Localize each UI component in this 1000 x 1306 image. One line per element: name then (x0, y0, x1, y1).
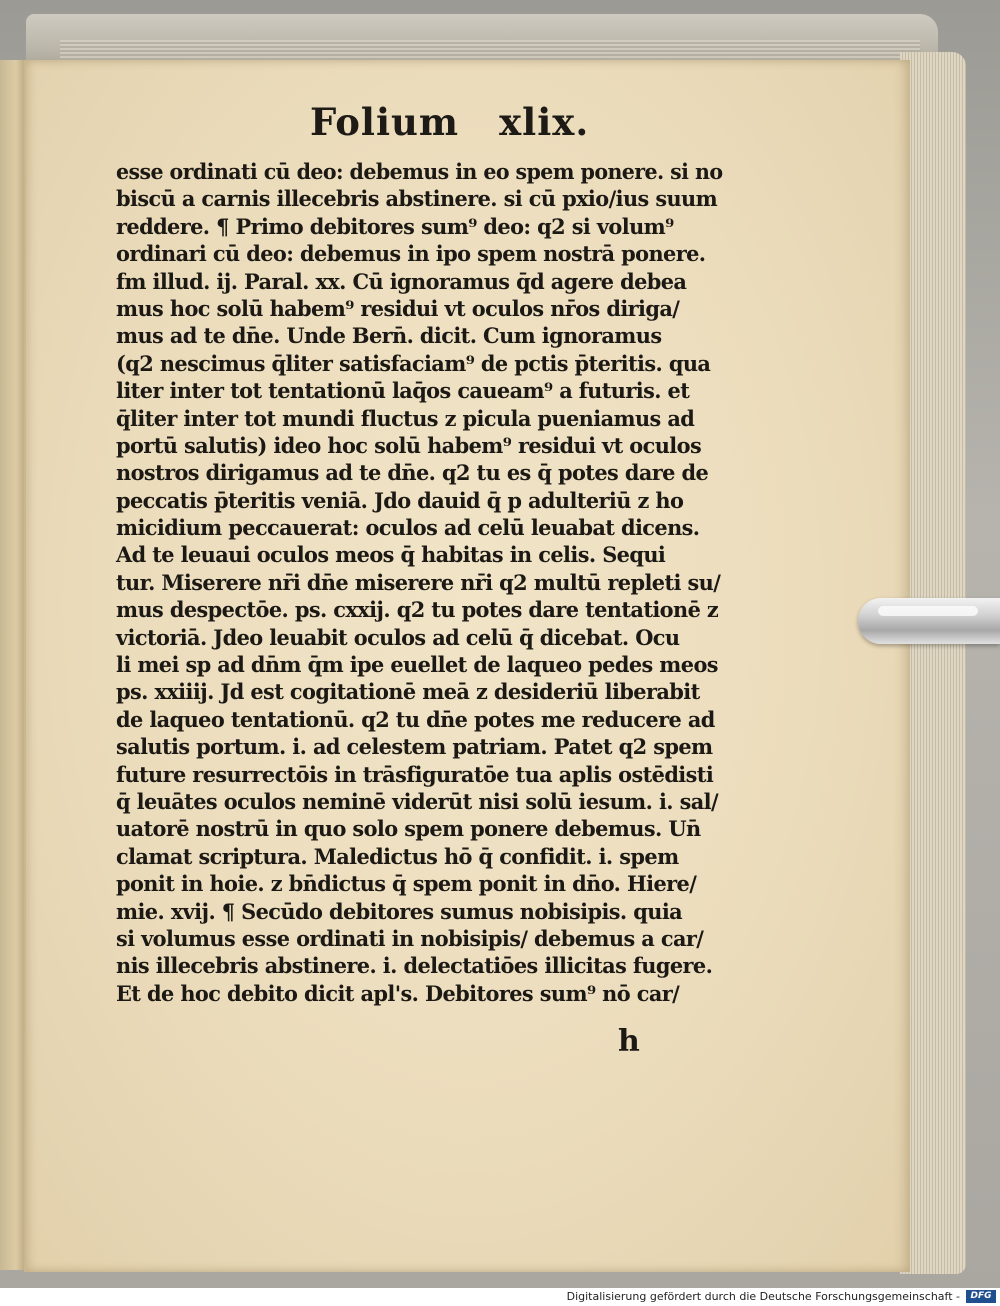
text-line: Et de hoc debito dicit apl's. Debitores sum⁹ nō car/ (116, 980, 680, 1006)
folio-number: xlix. (499, 100, 590, 144)
text-line: fm illud. ij. Paral. xx. Cū ignoramus q̄d agere debea (116, 268, 687, 294)
text-line: (q2 nescimus q̄liter satisfaciam⁹ de pctis p̄teritis. qua (116, 350, 711, 376)
text-line: salutis portum. i. ad celestem patriam. Patet q2 spem (116, 734, 713, 760)
text-line: tur. Miserere nr̄i dn̄e miserere nr̄i q2 multū repleti su/ (116, 569, 721, 595)
text-line: biscū a carnis illecebris abstinere. si cū pxio/ius suum (116, 186, 718, 212)
text-line: q̄ leuātes oculos neminē viderūt nisi solū iesum. i. sal/ (116, 788, 719, 814)
text-line: q̄liter inter tot mundi fluctus z picula pueniamus ad (116, 405, 695, 431)
page-clip (858, 592, 1000, 650)
text-line: reddere. ¶ Primo debitores sum⁹ deo: q2 si volum⁹ (116, 213, 674, 239)
text-line: victoriā. Jdeo leuabit oculos ad celū q̄ dicebat. Ocu (116, 624, 680, 650)
text-line: si volumus esse ordinati in nobisipis/ debemus a car/ (116, 925, 704, 951)
text-line: liter inter tot tentationū laq̄os caueam⁹ a futuris. et (116, 378, 690, 404)
text-line: mus ad te dn̄e. Unde Bern̄. dicit. Cum ignoramus (116, 323, 662, 349)
text-line: mie. xvij. ¶ Secūdo debitores sumus nobisipis. quia (116, 898, 683, 924)
dfg-logo: DFG (966, 1290, 996, 1303)
page-text-block (116, 158, 726, 1007)
text-line: ps. xxiiij. Jd est cogitationē meā z desideriū liberabit (116, 679, 700, 705)
folio-heading (310, 100, 610, 150)
folio-word: Folium (310, 100, 460, 144)
text-line: nis illecebris abstinere. i. delectatiōes illicitas fugere. (116, 953, 713, 979)
text-line: Ad te leuaui oculos meos q̄ habitas in celis. Sequi (116, 542, 666, 568)
text-line: ordinari cū deo: debemus in ipo spem nostrā ponere. (116, 241, 706, 267)
text-line: clamat scriptura. Maledictus hō q̄ confidit. i. spem (116, 843, 679, 869)
facing-page-edge (0, 60, 27, 1270)
text-line: peccatis p̄teritis veniā. Jdo dauid q̄ p adulteriū z ho (116, 487, 684, 513)
footer-bar (0, 1288, 1000, 1306)
clip-highlight (878, 606, 978, 616)
footer-credit: Digitalisierung gefördert durch die Deutsche Forschungsgemeinschaft - (566, 1290, 960, 1303)
text-line: li mei sp ad dn̄m q̄m ipe euellet de laqueo pedes meos (116, 652, 718, 678)
text-line: uatorē nostrū in quo solo spem ponere debemus. Un̄ (116, 816, 701, 842)
clip-body (858, 598, 1000, 644)
text-line: ponit in hoie. z bn̄dictus q̄ spem ponit in dn̄o. Hiere/ (116, 871, 697, 897)
text-line: esse ordinati cū deo: debemus in eo spem ponere. si no (116, 159, 723, 184)
text-line: mus hoc solū habem⁹ residui vt oculos nr̄os diriga/ (116, 295, 680, 321)
text-line: micidium peccauerat: oculos ad celū leuabat dicens. (116, 515, 700, 541)
text-line: portū salutis) ideo hoc solū habem⁹ residui vt oculos (116, 432, 702, 458)
text-line: mus despectōe. ps. cxxij. q2 tu potes dare tentationē z (116, 597, 719, 623)
catchword: h (618, 1024, 640, 1059)
text-line: de laqueo tentationū. q2 tu dn̄e potes me reducere ad (116, 706, 715, 732)
text-line: nostros dirigamus ad te dn̄e. q2 tu es q̄ potes dare de (116, 460, 709, 486)
text-line: future resurrectōis in trāsfiguratōe tua aplis ostēdisti (116, 761, 714, 787)
